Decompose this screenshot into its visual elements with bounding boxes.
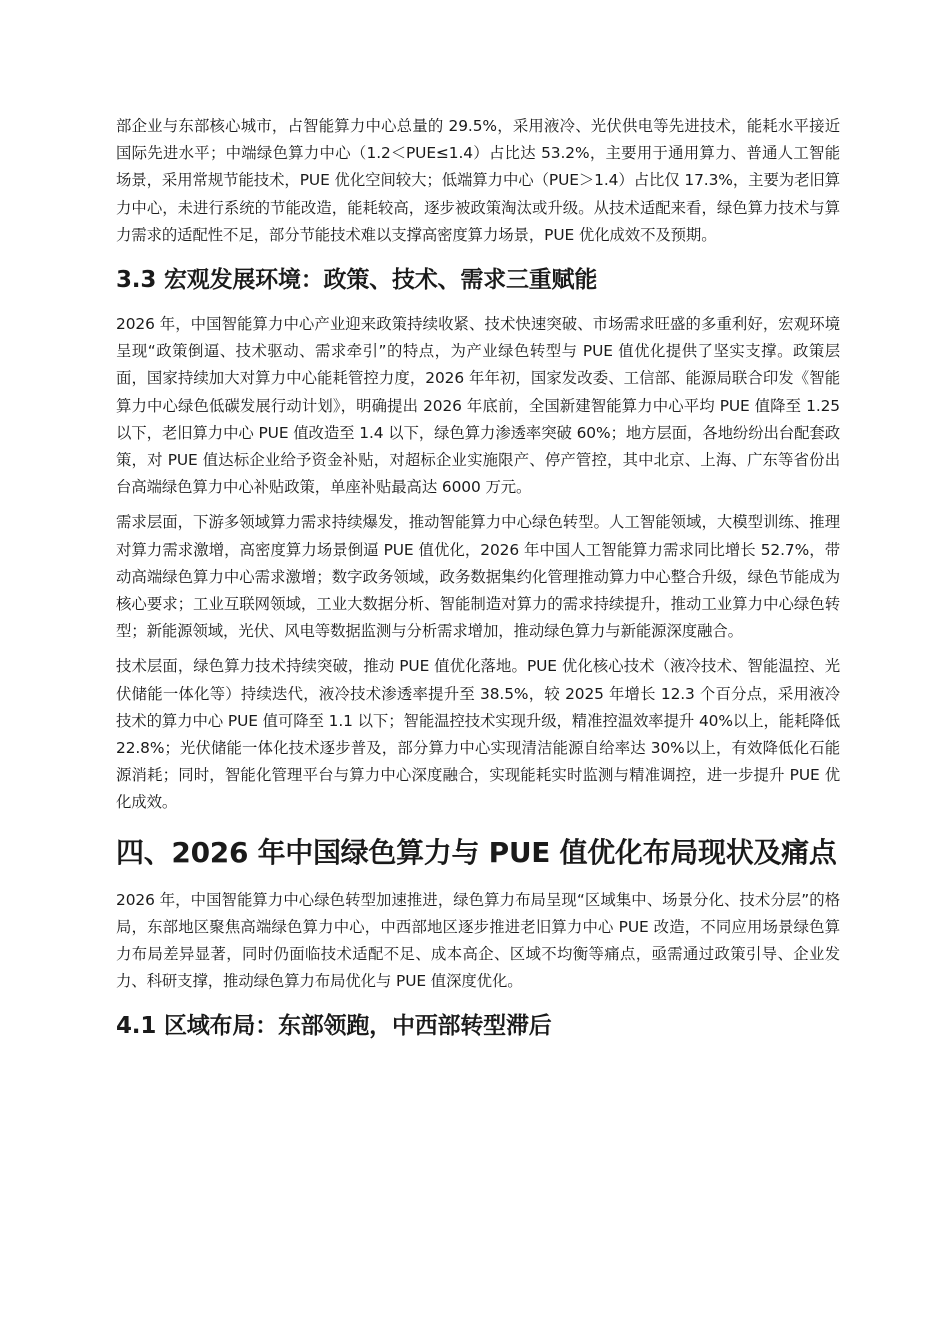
section-heading-4-1: 4.1 区域布局：东部领跑，中西部转型滞后 — [116, 1013, 552, 1040]
paragraph-technology: 技术层面，绿色算力技术持续突破，推动 PUE 值优化落地。PUE 优化核心技术（液冷技术、智能温控、光伏储能一体化等）持续迭代，液冷技术渗透率提升至 38.5%，较 2025 年增长 12.3 个百分点，采用液冷技术的算力中心 PUE 值可降至 1.1 以下；智能温控技术实现升级，精准控温效率提升 40%以上，能耗降低 22.8%；光伏储能一体化技术逐步普及，部分算力中心实现清洁能源自给率达 30%以上，有效降低化石能源消耗；同时，智能化管理平台与算力中心深度融合，实现能耗实时监测与精准调控，进一步提升 PUE 优化成效。 — [116, 657, 840, 812]
paragraph-demand: 需求层面，下游多领域算力需求持续爆发，推动智能算力中心绿色转型。人工智能领域，大模型训练、推理对算力需求激增，高密度算力场景倒逼 PUE 值优化，2026 年中国人工智能算力需求同比增长 52.7%，带动高端绿色算力中心需求激增；数字政务领域，政务数据集约化管理推动算力中心整合升级，绿色节能成为核心要求；工业互联网领域，工业大数据分析、智能制造对算力的需求持续提升，推动工业算力中心绿色转型；新能源领域，光伏、风电等数据监测与分析需求增加，推动绿色算力与新能源深度融合。 — [116, 513, 840, 641]
chapter-heading-4: 四、2026 年中国绿色算力与 PUE 值优化布局现状及痛点 — [116, 835, 837, 869]
paragraph-chapter-4-intro: 2026 年，中国智能算力中心绿色转型加速推进，绿色算力布局呈现“区域集中、场景分化、技术分层”的格局，东部地区聚焦高端绿色算力中心，中西部地区逐步推进老旧算力中心 PUE 改造，不同应用场景绿色算力布局差异显著，同时仍面临技术适配不足、成本高企、区域不均衡等痛点，亟需通过政策引导、企业发力、科研支撑，推动绿色算力布局优化与 PUE 值深度优化。 — [116, 890, 840, 991]
paragraph-intro: 部企业与东部核心城市，占智能算力中心总量的 29.5%，采用液冷、光伏供电等先进技术，能耗水平接近国际先进水平；中端绿色算力中心（1.2＜PUE≤1.4）占比达 53.2%，主要用于通用算力、普通人工智能场景，采用常规节能技术，PUE 优化空间较大；低端算力中心（PUE＞1.4）占比仅 17.3%，主要为老旧算力中心，未进行系统的节能改造，能耗较高，逐步被政策淘汰或升级。从技术适配来看，绿色算力技术与算力需求的适配性不足，部分节能技术难以支撑高密度算力场景，PUE 优化成效不及预期。 — [116, 117, 840, 244]
paragraph-policy: 2026 年，中国智能算力中心产业迎来政策持续收紧、技术快速突破、市场需求旺盛的多重利好，宏观环境呈现“政策倒逼、技术驱动、需求牵引”的特点，为产业绿色转型与 PUE 值优化提供了坚实支撑。政策层面，国家持续加大对算力中心能耗管控力度，2026 年年初，国家发改委、工信部、能源局联合印发《智能算力中心绿色低碳发展行动计划》，明确提出 2026 年底前，全国新建智能算力中心平均 PUE 值降至 1.25 以下，老旧算力中心 PUE 值改造至 1.4 以下，绿色算力渗透率突破 60%；地方层面，各地纷纷出台配套政策，对 PUE 值达标企业给予资金补贴，对超标企业实施限产、停产管控，其中北京、上海、广东等省份出台高端绿色算力中心补贴政策，单座补贴最高达 6000 万元。 — [116, 315, 841, 497]
section-heading-3-3: 3.3 宏观发展环境：政策、技术、需求三重赋能 — [116, 267, 598, 294]
